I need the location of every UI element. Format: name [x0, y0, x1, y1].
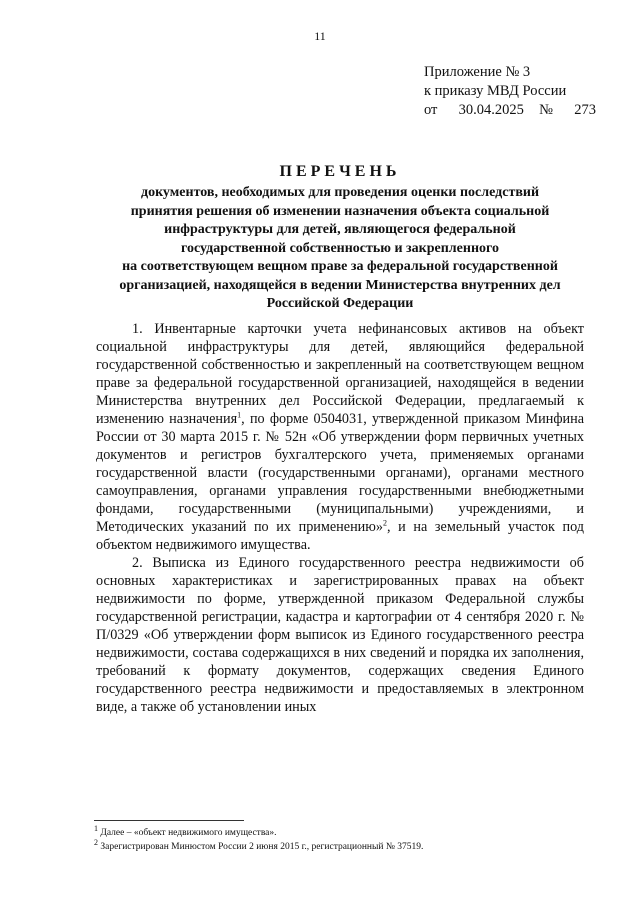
footnote-1-text: Далее – «объект недвижимого имущества».	[98, 828, 277, 838]
subtitle-line: государственной собственностью и закрепленного	[180, 240, 500, 256]
subtitle-line: Российской Федерации	[266, 296, 414, 311]
footnote-2-mark: 2	[94, 837, 98, 847]
subtitle-line: на соответствующем вещном праве за федеральной государственной	[122, 259, 558, 274]
footnote-ref-2[interactable]: 2	[382, 518, 387, 528]
footnote-1	[94, 823, 594, 840]
footnote-ref-1[interactable]: 1	[237, 410, 242, 420]
appendix-order-ref: к приказу МВД России	[424, 83, 567, 99]
footnotes	[94, 823, 594, 854]
title-block	[95, 163, 585, 314]
footnote-divider	[94, 820, 244, 821]
order-date: 30.04.2025	[458, 102, 524, 118]
subtitle-line: организацией, находящейся в ведении Министерства внутренних дел	[119, 277, 561, 293]
paragraph-2: 2. Выписка из Единого государственного реестра недвижимости об основных характеристиках и зарегистрированных правах на объект недвижимости по форме, утвержденной приказом Федеральной службы государственной регистрации, кадастра и картографии от 4 сентября 2020 г. № П/0329 «Об утверждении форм выписок из Единого государственного реестра недвижимости, состава содержащихся в них сведений и порядка их заполнения, требований к формату документов, содержащих сведения Единого государственного реестра недвижимости и предоставляемых в электронном виде, а также об установлении иных	[96, 555, 584, 715]
footnote-2-text: Зарегистрирован Минюстом России 2 июня 2015 г., регистрационный № 37519.	[98, 842, 424, 852]
document-title: ПЕРЕЧЕНЬ	[279, 163, 401, 180]
document-body	[96, 320, 584, 716]
page-number: 11	[314, 29, 326, 43]
footnote-1-mark: 1	[94, 823, 98, 833]
appendix-title: Приложение № 3	[424, 64, 531, 80]
subtitle-line: инфраструктуры для детей, являющегося федеральной	[164, 222, 516, 237]
appendix-order-line	[424, 101, 596, 120]
appendix-header	[424, 63, 596, 120]
subtitle-line: документов, необходимых для проведения оценки последствий	[140, 185, 540, 200]
order-number-label: №	[539, 102, 553, 118]
paragraph-1-part-2: , по форме 0504031, утвержденной приказом Минфина России от 30 марта 2015 г. № 52н «Об утверждении форм первичных учетных документов и регистров бухгалтерского учета, применяемых органами государственной власти (государственными органами), органами местного самоуправления, органами управления государственными внебюджетными фондами, государственными (муниципальными) учреждениями, и Методических указаний по их применению»	[96, 411, 585, 535]
paragraph-1-part-1: 1. Инвентарные карточки учета нефинансовых активов на объект социальной инфраструктуры для детей, являющийся федеральной государственной собственностью и закрепленный на соответствующем вещном праве за федеральной государственной организацией, находящейся в ведении Министерства внутренних дел Российской Федерации, предлагаемый к изменению назначения	[96, 321, 584, 427]
subtitle-line: принятия решения об изменении назначения объекта социальной	[130, 203, 550, 219]
document-subtitle	[95, 184, 585, 314]
footnote-2	[94, 837, 594, 854]
order-from-label: от	[424, 102, 438, 118]
paragraph-1-part-3: , и на земельный участок под объектом недвижимого имущества.	[96, 519, 584, 553]
order-number: 273	[574, 102, 596, 118]
paragraph-1	[96, 320, 584, 554]
